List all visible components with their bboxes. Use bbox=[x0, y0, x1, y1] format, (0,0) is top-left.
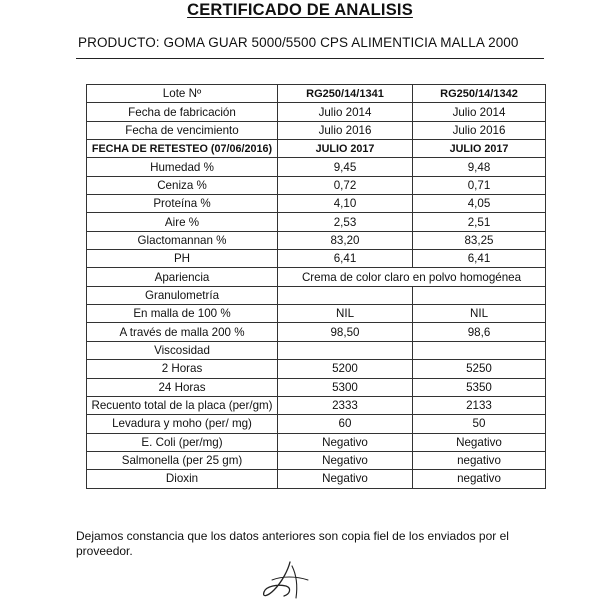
table-row-glactomannan bbox=[87, 231, 546, 249]
lot-1-value: 5300 bbox=[278, 378, 413, 396]
lot-1-value: 2333 bbox=[278, 396, 413, 414]
table-row-humedad bbox=[87, 158, 546, 176]
lot-2-value: 2133 bbox=[413, 396, 546, 414]
appearance-value: Crema de color claro en polvo homogénea bbox=[278, 268, 546, 286]
analysis-table bbox=[86, 84, 546, 489]
table-row-apariencia bbox=[87, 268, 546, 286]
lot-2-value: 5350 bbox=[413, 378, 546, 396]
table-row-ecoli bbox=[87, 433, 546, 451]
table-row-malla-100 bbox=[87, 305, 546, 323]
lot-2-value: 9,48 bbox=[413, 158, 546, 176]
lot-1-value: Julio 2014 bbox=[278, 103, 413, 121]
lot-2-value bbox=[413, 341, 546, 359]
lot-1-value: 83,20 bbox=[278, 231, 413, 249]
row-label: PH bbox=[87, 250, 278, 268]
lot-2-value: NIL bbox=[413, 305, 546, 323]
footer-statement: Dejamos constancia que los datos anteriores son copia fiel de los enviados por el proveedor. bbox=[76, 529, 509, 558]
row-label: Fecha de vencimiento bbox=[87, 121, 278, 139]
row-label: Fecha de fabricación bbox=[87, 103, 278, 121]
lot-1-value: 4,10 bbox=[278, 195, 413, 213]
row-label: Salmonella (per 25 gm) bbox=[87, 451, 278, 469]
lot-2-value: 4,05 bbox=[413, 195, 546, 213]
lot-1-value bbox=[278, 286, 413, 304]
lot-2-value: 6,41 bbox=[413, 250, 546, 268]
table-row-levadura bbox=[87, 415, 546, 433]
table-row-ph bbox=[87, 250, 546, 268]
lot-2-value: 50 bbox=[413, 415, 546, 433]
lot-1-value: 98,50 bbox=[278, 323, 413, 341]
product-line: PRODUCTO: GOMA GUAR 5000/5500 CPS ALIMENTICIA MALLA 2000 bbox=[78, 35, 519, 50]
lot-2-value: 98,6 bbox=[413, 323, 546, 341]
row-label: Apariencia bbox=[87, 268, 278, 286]
table-row-fecha-vencimiento bbox=[87, 121, 546, 139]
lot-1-value: JULIO 2017 bbox=[278, 140, 413, 158]
lot-2-value: JULIO 2017 bbox=[413, 140, 546, 158]
table-row-viscosidad bbox=[87, 341, 546, 359]
lot-2-value: 5250 bbox=[413, 360, 546, 378]
row-label: Aire % bbox=[87, 213, 278, 231]
table-row-lote bbox=[87, 85, 546, 103]
document-title-text: CERTIFICADO DE ANALISIS bbox=[187, 1, 413, 19]
lot-1-value bbox=[278, 341, 413, 359]
row-label: Proteína % bbox=[87, 195, 278, 213]
table-row-ceniza bbox=[87, 176, 546, 194]
lot-2-value: RG250/14/1342 bbox=[413, 85, 546, 103]
row-label: E. Coli (per/mg) bbox=[87, 433, 278, 451]
row-label: 2 Horas bbox=[87, 360, 278, 378]
lot-1-value: Negativo bbox=[278, 451, 413, 469]
row-label: A través de malla 200 % bbox=[87, 323, 278, 341]
table-row-salmonella bbox=[87, 451, 546, 469]
row-label: Humedad % bbox=[87, 158, 278, 176]
lot-1-value: 0,72 bbox=[278, 176, 413, 194]
lot-1-value: 9,45 bbox=[278, 158, 413, 176]
row-label: Levadura y moho (per/ mg) bbox=[87, 415, 278, 433]
table-row-24-horas bbox=[87, 378, 546, 396]
lot-2-value: negativo bbox=[413, 470, 546, 488]
lot-2-value: Julio 2014 bbox=[413, 103, 546, 121]
lot-2-value: 2,51 bbox=[413, 213, 546, 231]
lot-1-value: 60 bbox=[278, 415, 413, 433]
row-label: Viscosidad bbox=[87, 341, 278, 359]
table-row-aire bbox=[87, 213, 546, 231]
lot-1-value: Negativo bbox=[278, 470, 413, 488]
lot-1-value: NIL bbox=[278, 305, 413, 323]
table-row-malla-200 bbox=[87, 323, 546, 341]
lot-1-value: 2,53 bbox=[278, 213, 413, 231]
lot-1-value: 5200 bbox=[278, 360, 413, 378]
lot-1-value: RG250/14/1341 bbox=[278, 85, 413, 103]
row-label: En malla de 100 % bbox=[87, 305, 278, 323]
lot-2-value bbox=[413, 286, 546, 304]
row-label: 24 Horas bbox=[87, 378, 278, 396]
table-row-proteina bbox=[87, 195, 546, 213]
lot-1-value: Julio 2016 bbox=[278, 121, 413, 139]
row-label: Lote Nº bbox=[87, 85, 278, 103]
document-title bbox=[0, 1, 600, 20]
lot-2-value: 83,25 bbox=[413, 231, 546, 249]
table-row-fecha-fabricacion bbox=[87, 103, 546, 121]
handwritten-signature bbox=[252, 560, 322, 600]
lot-1-value: Negativo bbox=[278, 433, 413, 451]
lot-1-value: 6,41 bbox=[278, 250, 413, 268]
row-label: Ceniza % bbox=[87, 176, 278, 194]
table-row-recuento bbox=[87, 396, 546, 414]
table-row-fecha-retesteo bbox=[87, 140, 546, 158]
lot-2-value: negativo bbox=[413, 451, 546, 469]
lot-2-value: Julio 2016 bbox=[413, 121, 546, 139]
row-label: Granulometría bbox=[87, 286, 278, 304]
table-row-2-horas bbox=[87, 360, 546, 378]
table-row-granulometria bbox=[87, 286, 546, 304]
lot-2-value: Negativo bbox=[413, 433, 546, 451]
row-label: Glactomannan % bbox=[87, 231, 278, 249]
row-label: FECHA DE RETESTEO (07/06/2016) bbox=[87, 140, 278, 158]
lot-2-value: 0,71 bbox=[413, 176, 546, 194]
row-label: Recuento total de la placa (per/gm) bbox=[87, 396, 278, 414]
product-underline bbox=[76, 58, 544, 59]
table-row-dioxin bbox=[87, 470, 546, 488]
row-label: Dioxin bbox=[87, 470, 278, 488]
